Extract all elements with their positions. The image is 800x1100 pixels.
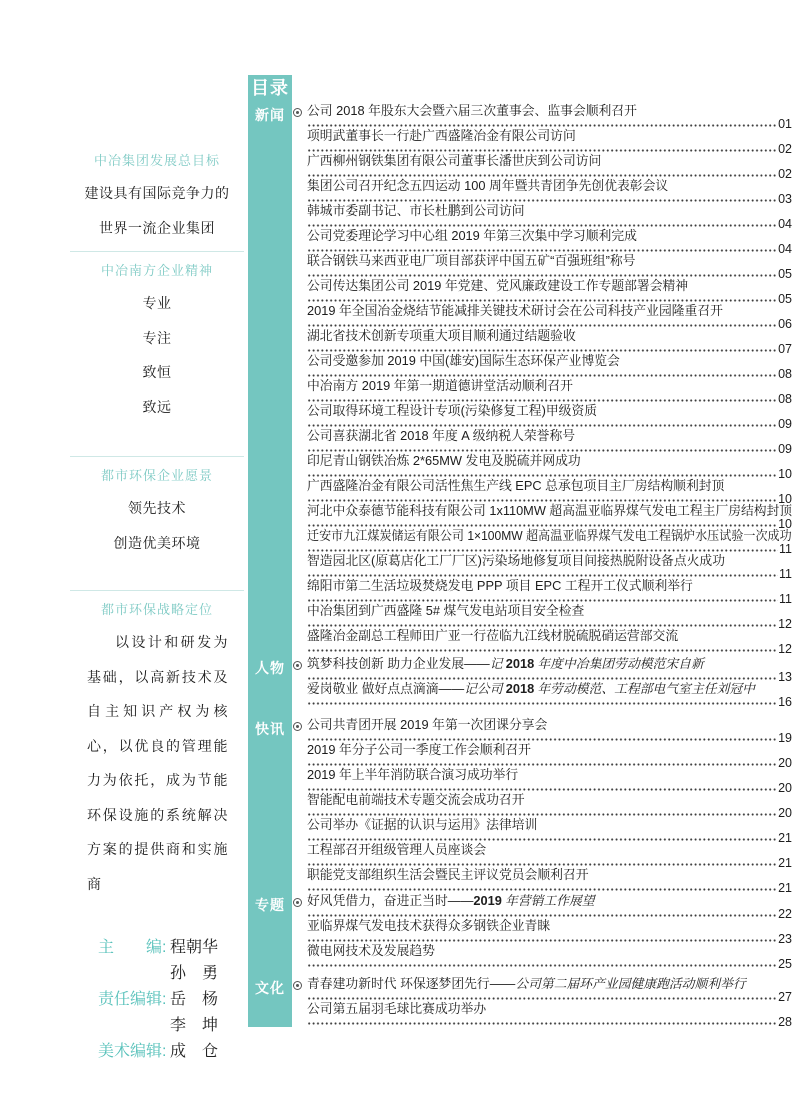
- entry-title: 韩城市委副书记、市长杜鹏到公司访问: [307, 203, 525, 218]
- editor-label: 美术编辑:: [98, 1043, 167, 1060]
- sidebar: [62, 152, 252, 1065]
- entry-title: 智能配电前端技术专题交流会成功召开: [307, 792, 525, 807]
- toc-group: [255, 717, 792, 895]
- leader-dots: [307, 649, 777, 652]
- leader-dots: [307, 863, 777, 866]
- leader-dots: [307, 1022, 777, 1025]
- motto-line: 专业: [142, 297, 172, 312]
- section-label: 人物: [255, 660, 285, 676]
- sidebar-section-vision: [62, 467, 252, 562]
- entry-title: 公司喜获湖北省 2018 年度 A 级纳税人荣誉称号: [307, 428, 576, 443]
- toc-entry: [307, 454, 792, 479]
- leader-dots: [307, 124, 777, 127]
- entry-leader: [307, 880, 792, 895]
- editor-row: [98, 1013, 252, 1039]
- leader-dots: [307, 199, 777, 202]
- entry-title: 好风凭借力，奋进正当时——2019 年营销工作展望: [307, 893, 595, 908]
- editor-name: 李 坤: [170, 1017, 219, 1034]
- entry-page-number: 12: [778, 641, 792, 656]
- section-heading: 中冶集团发展总目标: [93, 153, 220, 168]
- leader-dots: [307, 224, 777, 227]
- toc-title: 目录: [251, 78, 289, 98]
- leader-dots: [307, 914, 777, 917]
- entry-title: 职能党支部组织生活会暨民主评议党员会顺利召开: [307, 867, 589, 882]
- entry-page-number: 27: [778, 989, 792, 1004]
- motto-line: 世界一流企业集团: [99, 221, 215, 237]
- editor-label: [98, 1013, 170, 1039]
- entry-title: 亚临界煤气发电技术获得众多钢铁企业青睐: [307, 918, 551, 933]
- toc-entry: [307, 429, 792, 454]
- entry-title: 微电网技术及发展趋势: [307, 943, 435, 958]
- leader-dots: [307, 149, 777, 152]
- toc-entry: [307, 379, 792, 404]
- toc: [248, 75, 792, 1027]
- leader-dots: [307, 939, 777, 942]
- section-bullet-icon: [293, 108, 302, 117]
- sidebar-section-strategy: [62, 601, 252, 903]
- entry-page-number: 19: [778, 730, 792, 745]
- toc-group: [255, 656, 792, 709]
- entry-title: 广西盛隆冶金有限公司活性焦生产线 EPC 总承包项目主厂房结构顺利封顶: [307, 478, 725, 493]
- motto-line: 建设具有国际竞争力的: [84, 187, 230, 202]
- editor-row: [98, 935, 252, 961]
- toc-entry: [307, 354, 792, 379]
- leader-dots: [307, 449, 777, 452]
- divider: [70, 590, 244, 591]
- entry-page-number: 11: [779, 541, 792, 556]
- entry-page-number: 21: [778, 830, 792, 845]
- toc-entry: [307, 329, 792, 354]
- leader-dots: [307, 813, 777, 816]
- entry-title: 盛隆冶金副总工程师田广亚一行莅临九江线材脱硫脱硝运营部交流: [307, 628, 679, 643]
- section-heading: 都市环保战略定位: [100, 602, 213, 617]
- entry-title: 公司党委理论学习中心组 2019 年第三次集中学习顺利完成: [307, 228, 637, 243]
- entry-list: [307, 718, 792, 893]
- entry-page-number: 11: [779, 591, 792, 606]
- leader-dots: [307, 624, 777, 627]
- entry-list: [307, 657, 792, 707]
- entry-title: 中冶南方 2019 年第一期道德讲堂活动顺利召开: [307, 378, 573, 393]
- leader-dots: [307, 249, 777, 252]
- editor-label: 主 编:: [98, 939, 167, 956]
- leader-dots: [307, 174, 777, 177]
- entry-page-number: 07: [778, 341, 792, 356]
- entry-leader: [307, 1014, 792, 1029]
- entry-page-number: 21: [778, 880, 792, 895]
- entry-page-number: 05: [778, 291, 792, 306]
- entry-title: 爱岗敬业 做好点点滴滴——记公司 2018 年劳动模范、工程部电气室主任刘冠中: [307, 681, 755, 696]
- entry-page-number: 16: [778, 694, 792, 709]
- sidebar-section-group-goal: [62, 152, 252, 247]
- entry-page-number: 20: [778, 805, 792, 820]
- entry-page-number: 11: [779, 566, 792, 581]
- entry-title: 2019 年分子公司一季度工作会顺利召开: [307, 742, 531, 757]
- entry-title: 印尼青山钢铁冶炼 2*65MW 发电及脱硫并网成功: [307, 453, 581, 468]
- section-label: 快讯: [255, 721, 285, 737]
- toc-entry: [307, 104, 792, 129]
- section-heading: 都市环保企业愿景: [100, 468, 213, 483]
- motto-line: 创造优美环境: [113, 536, 201, 552]
- entry-page-number: 01: [778, 116, 792, 131]
- entry-page-number: 22: [778, 906, 792, 921]
- entry-title: 2019 年上半年消防联合演习成功举行: [307, 767, 519, 782]
- entry-page-number: 12: [778, 616, 792, 631]
- leader-dots: [307, 788, 777, 791]
- leader-dots: [307, 324, 777, 327]
- entry-title: 青春建功新时代 环保逐梦团先行——公司第二届环产业园健康跑活动顺利举行: [307, 976, 746, 991]
- leader-dots: [307, 524, 777, 527]
- toc-entry: [307, 657, 792, 682]
- toc-entry: [307, 793, 792, 818]
- entry-page-number: 09: [778, 416, 792, 431]
- entry-title: 广西柳州钢铁集团有限公司董事长潘世庆到公司访问: [307, 153, 602, 168]
- toc-entry: [307, 504, 792, 529]
- entry-page-number: 10: [778, 491, 792, 506]
- section-bullet-icon: [293, 661, 302, 670]
- section-label: 文化: [255, 980, 285, 996]
- entry-page-number: 23: [778, 931, 792, 946]
- leader-dots: [307, 997, 777, 1000]
- entry-title: 湖北省技术创新专项重大项目顺利通过结题验收: [307, 328, 576, 343]
- leader-dots: [307, 374, 777, 377]
- entry-list: [307, 894, 792, 969]
- toc-entry: [307, 743, 792, 768]
- toc-entry: [307, 304, 792, 329]
- motto-line: 专注: [142, 331, 172, 347]
- leader-dots: [307, 474, 777, 477]
- divider: [70, 251, 244, 252]
- editor-name: 岳 杨: [170, 991, 219, 1008]
- entry-leader: [307, 956, 792, 971]
- entry-title: 公司传达集团公司 2019 年党建、党风廉政建设工作专题部署会精神: [307, 278, 689, 293]
- toc-entry: [307, 579, 792, 604]
- toc-entry: [307, 629, 792, 654]
- entry-title: 公司 2018 年股东大会暨六届三次董事会、监事会顺利召开: [307, 103, 637, 118]
- entry-title: 联合钢铁马来西亚电厂项目部获评中国五矿“百强班组”称号: [307, 253, 636, 268]
- section-label: 专题: [255, 897, 285, 913]
- entry-title: 绵阳市第二生活垃圾焚烧发电 PPP 项目 EPC 工程开工仪式顺利举行: [307, 578, 693, 593]
- editor-label: [98, 961, 170, 987]
- entry-title: 工程部召开组级管理人员座谈会: [307, 842, 487, 857]
- toc-entry: [307, 554, 792, 579]
- entry-title: 公司举办《证据的认识与运用》法律培训: [307, 817, 538, 832]
- entry-title: 中冶集团到广西盛隆 5# 煤气发电站项目安全检查: [307, 603, 585, 618]
- leader-dots: [307, 499, 777, 502]
- motto-line: 致恒: [142, 366, 172, 381]
- leader-dots: [307, 702, 777, 705]
- toc-entry: [307, 179, 792, 204]
- entry-leader: [307, 694, 792, 709]
- toc-entry: [307, 1002, 792, 1027]
- toc-entry: [307, 279, 792, 304]
- toc-group: [255, 976, 792, 1029]
- leader-dots: [307, 888, 777, 891]
- entry-title: 公司第五届羽毛球比赛成功举办: [307, 1001, 487, 1016]
- toc-entry: [307, 254, 792, 279]
- strategy-paragraph: 以设计和研发为基础，以高新技术及自主知识产权为核心，以优良的管理能力为依托，成为节能环保设施的系统解决方案的提供商和实施商: [87, 636, 228, 893]
- toc-entry: [307, 944, 792, 969]
- leader-dots: [307, 549, 778, 552]
- leader-dots: [307, 299, 777, 302]
- toc-group: [255, 893, 792, 971]
- entry-page-number: 08: [778, 391, 792, 406]
- editor-name: 程朝华: [170, 939, 219, 956]
- toc-entry: [307, 529, 792, 554]
- toc-entry: [307, 154, 792, 179]
- entry-page-number: 05: [778, 266, 792, 281]
- toc-group: [255, 103, 793, 656]
- section-bullet-icon: [293, 898, 302, 907]
- entry-title: 智造园北区(原葛店化工厂厂区)污染场地修复项目间接热脱附设备点火成功: [307, 553, 726, 568]
- entry-page-number: 25: [778, 956, 792, 971]
- leader-dots: [307, 599, 778, 602]
- toc-entry: [307, 818, 792, 843]
- leader-dots: [307, 677, 777, 680]
- entry-page-number: 08: [778, 366, 792, 381]
- entry-title: 筑梦科技创新 助力企业发展——记 2018 年度中冶集团劳动模范宋自新: [307, 656, 704, 671]
- entry-page-number: 02: [778, 141, 792, 156]
- entry-title: 迁安市九江煤炭储运有限公司 1×100MW 超高温亚临界煤气发电工程锅炉水压试验一次成功: [307, 528, 792, 543]
- entry-title: 集团公司召开纪念五四运动 100 周年暨共青团争先创优表彰会议: [307, 178, 669, 193]
- toc-entry: [307, 229, 792, 254]
- entry-title: 项明武董事长一行赴广西盛隆冶金有限公司访问: [307, 128, 576, 143]
- leader-dots: [307, 738, 777, 741]
- editor-label: 责任编辑:: [98, 991, 167, 1008]
- editor-row: [98, 987, 252, 1013]
- leader-dots: [307, 274, 777, 277]
- leader-dots: [307, 964, 777, 967]
- entry-page-number: 13: [778, 669, 792, 684]
- motto-line: 致远: [142, 400, 172, 416]
- entry-page-number: 10: [778, 466, 792, 481]
- toc-entry: [307, 204, 792, 229]
- toc-entry: [307, 682, 792, 707]
- toc-entry: [307, 843, 792, 868]
- toc-entry: [307, 977, 792, 1002]
- editor-row: [98, 961, 252, 987]
- toc-entry: [307, 479, 792, 504]
- entry-page-number: 20: [778, 755, 792, 770]
- editor-name: 孙 勇: [170, 965, 219, 982]
- toc-entry: [307, 768, 792, 793]
- leader-dots: [307, 763, 777, 766]
- entry-title: 河北中众泰德节能科技有限公司 1x110MW 超高温亚临界煤气发电工程主厂房结构封顶: [307, 503, 793, 518]
- entry-title: 2019 年全国冶金烧结节能减排关键技术研讨会在公司科技产业园隆重召开: [307, 303, 723, 318]
- entry-page-number: 02: [778, 166, 792, 181]
- entry-page-number: 09: [778, 441, 792, 456]
- toc-entry: [307, 868, 792, 893]
- editor-row: [98, 1039, 252, 1065]
- entry-page-number: 28: [778, 1014, 792, 1029]
- entry-title: 公司共青团开展 2019 年第一次团课分享会: [307, 717, 548, 732]
- entry-leader: [307, 641, 792, 656]
- motto-line: 领先技术: [128, 502, 186, 517]
- entry-page-number: 10: [778, 516, 792, 531]
- section-heading: 中冶南方企业精神: [100, 263, 213, 278]
- entry-list: [307, 104, 792, 654]
- editor-name: 成 仓: [170, 1043, 219, 1060]
- section-bullet-icon: [293, 981, 302, 990]
- toc-entry: [307, 894, 792, 919]
- toc-entry: [307, 129, 792, 154]
- section-label: 新闻: [255, 107, 285, 123]
- toc-entry: [307, 604, 792, 629]
- entry-page-number: 21: [778, 855, 792, 870]
- entry-title: 公司取得环境工程设计专项(污染修复工程)甲级资质: [307, 403, 598, 418]
- entry-title: 公司受邀参加 2019 中国(雄安)国际生态环保产业博览会: [307, 353, 620, 368]
- leader-dots: [307, 574, 778, 577]
- entry-page-number: 04: [778, 216, 792, 231]
- toc-groups: [248, 104, 792, 1027]
- toc-entry: [307, 718, 792, 743]
- entry-page-number: 20: [778, 780, 792, 795]
- leader-dots: [307, 424, 777, 427]
- toc-entry: [307, 404, 792, 429]
- editor-credits: [62, 935, 252, 1065]
- leader-dots: [307, 838, 777, 841]
- leader-dots: [307, 399, 777, 402]
- entry-page-number: 06: [778, 316, 792, 331]
- leader-dots: [307, 349, 777, 352]
- entry-page-number: 04: [778, 241, 792, 256]
- section-bullet-icon: [293, 722, 302, 731]
- entry-page-number: 03: [778, 191, 792, 206]
- divider: [70, 456, 244, 457]
- toc-entry: [307, 919, 792, 944]
- sidebar-section-spirit: [62, 262, 252, 426]
- entry-list: [307, 977, 792, 1027]
